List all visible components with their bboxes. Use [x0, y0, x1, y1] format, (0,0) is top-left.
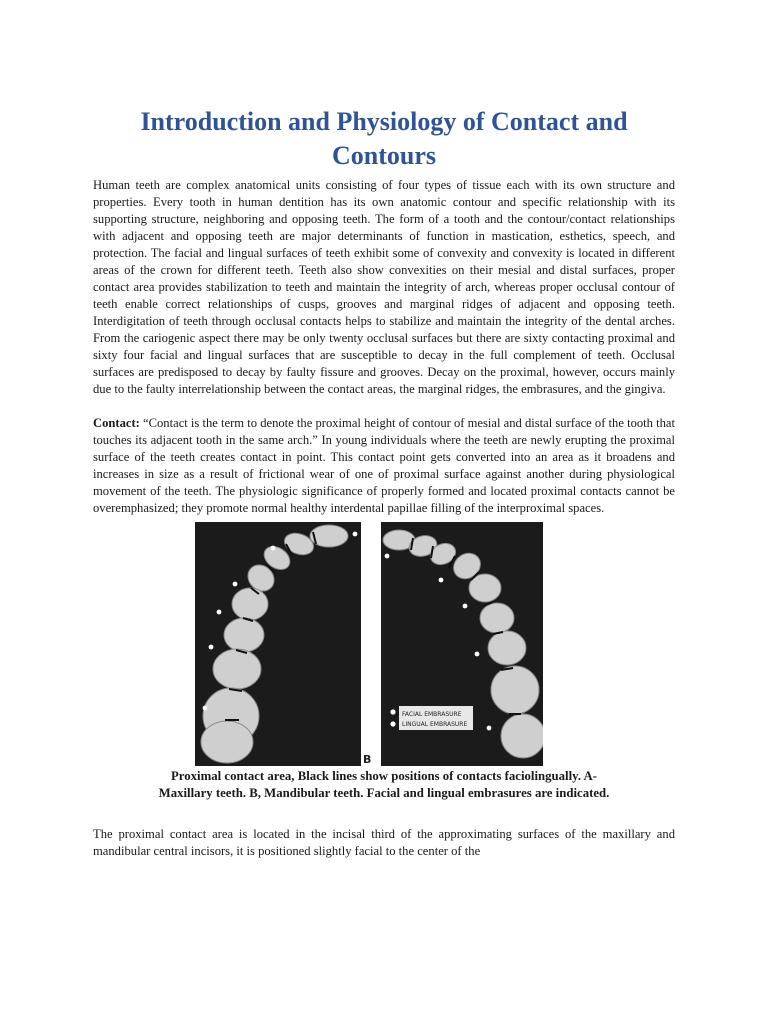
- document-page: [93, 0, 675, 860]
- contact-location-paragraph: The proximal contact area is located in the incisal third of the approximating surfaces of the maxillary and mandibular central incisors, it is positioned slightly facial to the center of the: [93, 827, 675, 858]
- caption-line-1: Proximal contact area, Black lines show positions of contacts faciolingually. A-: [170, 769, 598, 783]
- legend-facial-embrasure: FACIAL EMBRASURE: [402, 711, 462, 718]
- panel-b-letter: B: [363, 753, 372, 766]
- mandibular-arch-photo: [381, 522, 543, 766]
- embrasure-legend: [390, 706, 473, 730]
- caption-line-2: Maxillary teeth. B, Mandibular teeth. Facial and lingual embrasures are indicated.: [158, 786, 610, 800]
- contact-paragraph: [93, 415, 675, 517]
- contact-definition-text: “Contact is the term to denote the proximal height of contour of mesial and distal surface of the tooth that touches its adjacent tooth in the same arch.” In young individuals where the teeth are newly erupting the proximal surface of the teeth creates contact in point. This contact point gets converted into an area as it broadens and increases in size as a result of frictional wear of one of proximal surface against another during physiological movement of the teeth. The physiologic significance of properly formed and located proximal contacts cannot be overemphasized; they promote normal healthy interdental papillae filling of the interproximal spaces.: [93, 416, 675, 515]
- dental-arch-figure: [93, 522, 675, 766]
- intro-paragraph: Human teeth are complex anatomical units consisting of four types of tissue each with its own structure and properties. Every tooth in human dentition has its own anatomic contour and specific relationship with its supporting structure, neighboring and opposing teeth. The form of a tooth and the contour/contact relationships with adjacent and opposing teeth are major determinants of function in mastication, esthetics, speech, and protection. The facial and lingual surfaces of teeth exhibit some of convexity and convexity is located in different areas of the crown for different teeth. Teeth also show convexities on their mesial and distal surfaces, proper contact area provides stabilization to teeth and maintain the integrity of arch, whereas proper occlusal contour of teeth enable correct relationships of cusps, grooves and marginal ridges of adjacent and opposing teeth. Interdigitation of teeth through occlusal contacts helps to stabilize and maintain the integrity of the dental arches. From the cariogenic aspect there may be only twenty occlusal surfaces but there are sixty contacting proximal and sixty four facial and lingual surfaces that are susceptible to decay in the full complement of teeth. Occlusal surfaces are predisposed to decay by faulty fissure and grooves. Decay on the proximal, however, occurs mainly due to the faulty interrelationship between the contact areas, the marginal ridges, the embrasures, and the gingiva.: [93, 178, 675, 396]
- maxillary-arch-photo: [195, 522, 361, 766]
- legend-lingual-embrasure: LINGUAL EMBRASURE: [402, 721, 468, 728]
- maxillary-teeth-illustration: [195, 522, 361, 766]
- contact-label: Contact:: [93, 416, 140, 430]
- figure-caption: [93, 768, 675, 802]
- mandibular-teeth-illustration: [381, 522, 543, 766]
- document-title: Introduction and Physiology of Contact and Contours: [140, 107, 628, 170]
- panel-b-letter-marker: [361, 750, 381, 766]
